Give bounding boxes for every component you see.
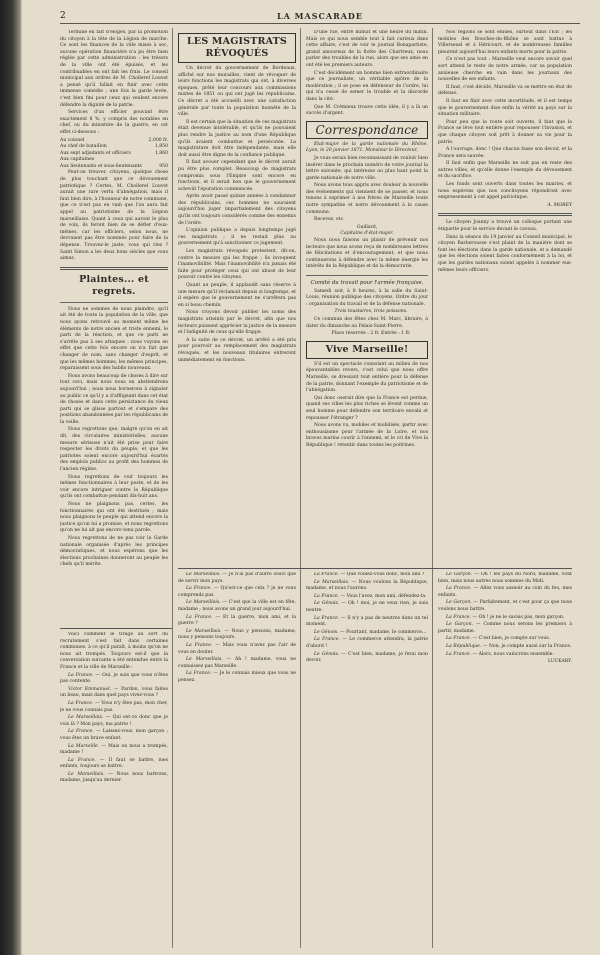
dialogue-intro: Voici comment le tirage au sort du recrutement s'est fait dans certaines communes, à ce qu'il paraît, à moins qu'on ne nous ait trompés. Toujours est-il que la conversation suivante a été entendue entre la France et la ville de Marseille : — [60, 632, 168, 670]
dialogue-text: Oui, je suis que vous n'êtes pas contente. — [60, 672, 168, 685]
article-paragraph: Nous croyons devoir publier les noms des magistrats atteints par le décret, afin que nos lecteurs puissent apprécier la justice de la mesure et l'indignité de ceux qu'elle frappe. — [178, 310, 296, 336]
article-paragraph: Que M. Crémieux trouve cette idée, il y a là un succès d'argent. — [306, 104, 428, 117]
budget-label: Aux lieutenants et sous-lieutenants — [60, 163, 142, 169]
section-title-vive-marseille: Vive Marseille! — [325, 343, 409, 355]
dialogue-line: Le Marseillais. — C'est que la ville est en fête, madame ; nous avons un grand jour aujourd'hui. — [178, 600, 296, 612]
article-paragraph: Il faut en finir avec cette incertitude, et il est temps que le gouvernement dise enfin la vérité au pays sur la situation militaire. — [438, 98, 572, 118]
budget-label: Au chef de bataillon — [60, 144, 107, 150]
article-paragraph: Pour peu que la route soit ouverte, il faut que la France se lève tout entière pour repousser l'invasion, et que chaque citoyen soit prêt à donner sa vie pour la patrie. — [438, 119, 572, 145]
dialogue-column-2 — [178, 572, 296, 950]
dialogue-text: Vous n'y êtes pas, mon cher, je ne vous connais pas. — [60, 700, 168, 713]
letter-paragraph: Je vous serais bien reconnaissant de vouloir bien insérer dans le prochain numéro de votre journal la lettre suivante, qui intéresse au plus haut point la garde nationale de notre ville. — [306, 155, 428, 181]
title-underline — [60, 302, 168, 303]
dialogue-text: Nous y pensons, madame, nous y pensons toujours. — [178, 628, 296, 641]
budget-row — [60, 144, 168, 151]
dialogue-line: Le Génois. — Oh ! moi, je ne veux rien, je suis neutre. — [306, 601, 428, 613]
letter-signature-title: Capitaine d'état-major. — [340, 231, 394, 237]
section-divider — [60, 267, 168, 270]
article-paragraph: Après avoir passé quinze années à condamner des républicains, ces hommes ne sauraient aujourd'hui juger impartialement des citoyens qu'ils ont toujours considérés comme des ennemis de l'ordre. — [178, 194, 296, 226]
article-paragraph: Quant au peuple, il applaudit sans réserve à une mesure qu'il réclamait depuis si longtemps, et il espère que le gouvernement ne s'arrêtera pas en si beau chemin. — [178, 283, 296, 308]
article-paragraph: Il est certain que la situation de ces magistrats était devenue intolérable, et qu'ils ne pouvaient plus rendre la justice au nom d'une République qu'ils avaient combattue et persécutée. La magistrature doit être indépendante, mais elle doit aussi être digne de la confiance publique. — [178, 119, 296, 158]
dialogue-text: Il faut se battre, mes enfants, toujours se battre. — [60, 757, 168, 770]
article-paragraph: D'une rue, entre minuit et une heure du matin. Mais ce qui nous semble tout à fait curieux dans cette affaire, c'est de voir le journal Bonapartiste, grand amoureux de la flotte des Chartreux, nous parler des troubles de la rue, alors que ses amis en ont été les premiers auteurs. — [306, 30, 428, 68]
speaker: La France. — [186, 586, 212, 592]
article-paragraph: Il faut enfin que Marseille ne soit pas en reste des autres villes, et qu'elle donne l'exemple du dévouement et du sacrifice. — [438, 161, 572, 180]
dialogue-text: Nous nous battrons, madame, jusqu'au dernier. — [60, 771, 168, 784]
article-paragraph: S'il est un spectacle consolant au milieu de nos épouvantables revers, c'est celui que nous offre Marseille, se dressant tout entière pour la défense de la patrie, donnant l'exemple du patriotisme et de l'abnégation. — [306, 361, 428, 394]
article-signature: LUCKARY. — [548, 659, 572, 665]
section-title-magistrats: LES MAGISTRATS RÉVOQUÉS — [187, 36, 287, 59]
book-binding-edge — [0, 0, 22, 955]
budget-label: Aux sept adjudants et officiers — [60, 150, 131, 156]
dialogue-column-1 — [60, 632, 168, 950]
section-divider — [306, 275, 428, 276]
letter-intro: Etat-major de la garde nationale du Rhône. Lyon, le 20 janvier 1871. Monsieur le Directeur, — [306, 141, 428, 154]
budget-table — [60, 138, 168, 171]
section-divider — [60, 628, 172, 629]
budget-row — [60, 157, 168, 164]
dialogue-text: Alors, nous vaincrons ensemble. — [478, 651, 554, 657]
page-number: 2 — [60, 10, 66, 21]
speaker: Le Garçon. — [446, 622, 473, 628]
article-paragraph: Nos régions se sont émues, surtout dans l'Est ; les mobiles des Bouches-du-Rhône se sont battus à Villersexel et à Héricourt, et de nombreuses familles pleurent aujourd'hui leurs enfants morts pour la patrie. — [438, 30, 572, 55]
dialogue-line: Le Garçon. — Comme nous serons les premiers à partir, madame. — [438, 622, 572, 634]
column-3 — [306, 30, 428, 565]
speaker: Le Marseillais. — [186, 600, 221, 606]
dialogue-line: La France. — Il faut se battre, mes enfants, toujours se battre. — [60, 757, 168, 770]
column-rule — [172, 28, 173, 948]
section-divider — [178, 568, 572, 569]
article-paragraph: Nous ne sommes de nous plaindre, qu'il ait été de toute la population de la ville, que nous ayons retrouvé au moment même les éléments de notre ancien et triste ennemi, le parti de la réaction, et que ce parti ne s'arrête pas à ses attaques : nous voyons en effet que cette fois encore on n'a fait que changer de nom, sans changer d'esprit, et que les mêmes hommes, les mêmes principes, reparaissent sous des habits nouveaux. — [60, 306, 168, 372]
dialogue-text: Le commerce attendra, la patrie d'abord ! — [306, 637, 428, 649]
article-paragraph: Samedi soir, à 8 heures, à la salle du Saint-Louis, réunion publique des citoyens. Ordre du jour : organisation du travail et de la défense nationale. — [306, 288, 428, 307]
article-paragraph: Nous regrettons que, malgré qu'on en ait dit, des circulaires ministérielles, aucune mesure sérieuse n'ait été prise pour faire respecter les droits du peuple, et que les patriotes soient encore aujourd'hui écartés des emplois publics au profit des hommes de l'ancien régime. — [60, 427, 168, 473]
article-paragraph: Ce commun des fêtes chez M. Marc, libraire, à dater du dimanche au Palais-Saint-Pierre. — [306, 316, 428, 329]
dialogue-line: La France. — Vous l'avez, mon ami, défendez-la. — [314, 593, 427, 599]
dialogue-line: La France. — Allez vous asseoir au coin du feu, mes enfants. — [438, 586, 572, 598]
dialogue-line: La France. — Laissez-vous, mon garçon ; vous êtes un brave enfant. — [60, 729, 168, 741]
speaker: La France. — [68, 757, 96, 763]
article-paragraph: Services d'un officier pouvant être exactement 8 %, y compris des notables en chef, ou du ministère de la guerre, en cet effet ci-dessous : — [60, 110, 168, 135]
dialogue-text: Allez vous asseoir au coin du feu, mes enfants. — [438, 586, 572, 598]
article-paragraph: Peut-on trouver, citoyens, quelque chose de plus touchant que ce dévouement patriotique ? Certes, M. Chollerel Louvet aurait une rare vertu d'abnégation, mais il faut bien dire, à l'honneur de notre commune, que ce n'est pas en vain que l'on aura fait appel au patriotisme de la Légion marseillaise. Quant à ceux qui auront le plus de voix, ils feront bien de se défier d'eux-mêmes, car les officiers, selon nous, ne devraient pas être nommés pour faire de la dépense. Trouvez-le juste, vous qui riez ? Saint Simon a les deux bons siècles que vous aimez. — [60, 170, 168, 262]
speaker: Le Marseillais. — [186, 628, 222, 634]
article-paragraph: Les magistrats révoqués protestent, dit-on, contre la mesure qui les frappe ; ils invoquent l'inamovibilité. Mais l'inamovibilité n'a jamais été faite pour protéger ceux qui ont abusé de leur pouvoir contre les citoyens. — [178, 249, 296, 281]
article-paragraph: Nous avons vu, mobiles et mobilisés, partir avec enthousiasme pour l'armée de la Loire, et nos braves marins courir à l'ennemi, et le cri de Vive la République ! retentir dans toutes les poitrines. — [306, 423, 428, 448]
section-divider — [438, 213, 572, 216]
speaker: La Marseille. — [68, 743, 100, 749]
article-paragraph: Ce n'est pas tout : Marseille veut encore savoir quel sort attend le reste de notre armée, car sa population anxieuse cherche en vain dans les journaux des nouvelles de ses enfants. — [438, 57, 572, 83]
speaker: La France. — [186, 671, 212, 677]
article-paragraph: Nous ne plaignons pas, certes, les fonctionnaires qui ont été destitués ; mais nous plaignons le peuple qui attend encore la justice qu'on lui a promise, et nous regrettons qu'on ne lui ait pas encore tenu parole. — [60, 502, 168, 534]
section-title-box — [306, 121, 428, 139]
dialogue-line: La France. — Je le connais mieux que vous ne pensez. — [178, 671, 296, 683]
speaker: Le Marseillais. — [186, 657, 223, 663]
article-paragraph: Les fonds sont ouverts dans toutes les mairies, et nous espérons que nos concitoyens répondront avec empressement à cet appel patriotique. — [438, 182, 572, 201]
dialogue-text: C'est bien, madame, je ferai mon devoir. — [306, 651, 428, 664]
column-4 — [438, 30, 572, 565]
article-paragraph: Qui donc oserait dire que la France est perdue, quand ses villes les plus riches se lèvent comme un seul homme pour défendre son territoire envahi et repousser l'étranger ? — [306, 395, 428, 421]
article-paragraph: Nous regrettons de ne pas voir la Garde nationale organisée d'après les principes démocratiques, et nous espérons que les élections prochaines donneront au peuple les chefs qu'il mérite. — [60, 535, 168, 568]
dialogue-text: Parfaitement, et c'est pour ça que nous voulons nous battre. — [438, 600, 572, 612]
speaker: Victor Emmanuel. — [68, 686, 112, 692]
dialogue-line: Le Garçon. — Oh ! les pays du Nord, madame, vont bien, mais nous autres nous sommes du Midi. — [438, 572, 572, 584]
budget-value: 1,850 — [154, 144, 168, 150]
dialogue-line: La France. — Alors, nous vaincrons ensemble. — [446, 651, 554, 657]
dialogue-text: C'est bien, je compte sur vous. — [478, 636, 551, 642]
budget-value: 950 — [159, 163, 168, 169]
dialogue-line: Le Marseillais. — Nous y pensons, madame, nous y pensons toujours. — [178, 628, 296, 641]
article-paragraph: A la suite de ce décret, un arrêté a été pris pour pourvoir au remplacement des magistrats révoqués, et les nouveaux titulaires entreront immédiatement en fonctions. — [178, 337, 296, 363]
speaker: La France. — [446, 651, 472, 657]
budget-label: Aux capitaines — [60, 157, 95, 163]
column-rule — [300, 28, 301, 948]
dialogue-text: Qui est-ce donc que je vois là ? Mon pays, ma patrie ! — [60, 715, 168, 727]
article-signature: A. MOREY — [547, 202, 572, 208]
speaker: La France. — [68, 700, 94, 706]
dialogue-line: Le Génois. — Pourtant, madame, le commerce... — [314, 629, 427, 635]
speaker: La France. — [446, 636, 472, 642]
budget-label: Au colonel — [60, 137, 85, 143]
price-line: Place réservée : 2 fr. Entrée : 1 fr. — [331, 331, 411, 337]
dialogue-text: Je le connais mieux que vous ne pensez. — [178, 671, 296, 683]
speaker: La France. — [314, 637, 340, 643]
dialogue-line: Le Marseillais. — Nous nous battrons, madame, jusqu'au dernier. — [60, 771, 168, 784]
speaker: Le Marseillais. — [68, 715, 104, 721]
dialogue-line: Le Marseillais. — Ah ! madame, vous ne connaissez pas Marseille. — [178, 657, 296, 669]
article-paragraph: C'est décidément un homme bien extraordinaire que ce journaliste, un véritable apôtre de la modération ; il se pose en défenseur de l'ordre, lui qui n'a cessé de semer le trouble et la discorde dans la cité. — [306, 70, 428, 102]
dialogue-text: Mais on nous a trompés, madame ! — [60, 743, 168, 756]
dialogue-text: Nous voulons la République, madame, et nous l'aurons. — [306, 579, 428, 592]
speaker: La France. — [314, 593, 340, 599]
article-paragraph: Un décret du gouvernement de Bordeaux, affiché sur nos murailles, vient de révoquer de leurs fonctions les magistrats qui ont, à diverses époques, prêté leur concours aux commissions mixtes de 1851 ou qui ont jugé les républicains. Ce décret a été accueilli avec une satisfaction générale par toute la population honnête de la ville. — [178, 66, 296, 118]
article-paragraph: Il faut, c'est décidé, Marseille va se mettre en état de défense. — [438, 84, 572, 97]
dialogue-line: La France. — Que voulez-vous donc, mon ami ? — [314, 572, 425, 577]
dialogue-line: La France. — Et la guerre, mon ami, et la guerre ? — [178, 614, 296, 627]
dialogue-line: Le Marseillais. — Nous voulons la République, madame, et nous l'aurons. — [306, 579, 428, 592]
dialogue-text: Non, je compte aussi sur la France. — [488, 643, 572, 649]
budget-value: 1,860 — [154, 150, 168, 156]
dialogue-text: Mais vous n'avez pas l'air de vous en douter. — [178, 642, 296, 655]
section-title-box — [178, 33, 296, 63]
speaker: Le Génois. — [314, 629, 339, 635]
budget-value: 2,000 fr. — [148, 137, 168, 143]
speaker: La France. — [314, 572, 340, 577]
page-header — [60, 8, 580, 24]
article-paragraph: A l'ouvrage, donc ! Que chacun fasse son devoir, et la France sera sauvée. — [438, 147, 572, 159]
speaker: La France. — [186, 642, 213, 648]
dialogue-text: Oh ! les pays du Nord, madame, vont bien, mais nous autres nous sommes du Midi. — [438, 572, 572, 584]
speaker: Le Marseillais. — [186, 572, 221, 577]
article-paragraph: Nous avons beaucoup de choses à dire sur tout ceci, mais nous nous en abstiendrons aujourd'hui ; nous nous bornerons à signaler au public ce qu'il y a d'affligeant dans cet état de choses et dans cette persistance du vieux parti qui se glisse partout et s'empare des positions abandonnées par les républicains de la veille. — [60, 373, 168, 425]
dialogue-text: C'est que la ville est en fête, madame ; nous avons un grand jour aujourd'hui. — [178, 600, 296, 612]
dialogue-line: La République. — Non, je compte aussi sur la France. — [446, 643, 572, 649]
letter-signature: Guillard, — [356, 224, 378, 230]
dialogue-text: Qu'est-ce que cela ? je ne vous comprends pas. — [178, 586, 296, 598]
dialogue-line: La France. — Oui, je suis que vous n'êtes pas contente. — [60, 672, 168, 685]
column-rule — [432, 28, 433, 948]
dialogue-line: La France. — C'est bien, je compte sur vous. — [446, 636, 551, 642]
dialogue-text: Pardon, vous faites un beau, mais dans quel pays vivez-vous ? — [60, 686, 168, 699]
section-title-correspondance: Correspondance — [315, 122, 419, 137]
article-paragraph: Nous nous faisons un plaisir de prévenir nos lecteurs que nous avons reçu de nombreuses lettres de félicitations et d'encouragement, et que nous continuerons à défendre avec la même énergie les intérêts de la République et de la démocratie. — [306, 238, 428, 270]
speaker: Le Génois. — [314, 601, 340, 607]
dialogue-text: Vous l'avez, mon ami, défendez-la. — [346, 593, 427, 599]
dialogue-line: Victor Emmanuel. — Pardon, vous faites un beau, mais dans quel pays vivez-vous ? — [60, 686, 168, 699]
article-paragraph: L'opinion publique a depuis longtemps jugé ces magistrats ; il ne restait plus au gouvernement qu'à sanctionner ce jugement. — [178, 228, 296, 247]
speaker: La France. — [186, 614, 213, 620]
speaker: Le Garçon. — [446, 572, 473, 577]
dialogue-column-3 — [306, 572, 428, 950]
speaker: Le Génois. — [314, 651, 340, 657]
column-2 — [178, 30, 296, 565]
section-title-comite: Comité du travail pour l'armée française. — [310, 280, 424, 286]
dialogue-text: Oh ! moi, je ne veux rien, je suis neutre. — [306, 601, 428, 613]
article-paragraph: Terminé en fait d'éloges, par la promotion du citoyen à la tête de la Légion de marche. Ce sont les finances de la ville mises à sec, aucune opération financière n'a pu être bien réglée par cette administration : les trésors de la ville ont été épuisés, et les contribuables en ont fait les frais. Le conseil municipal aux ordres de M. Chollerel Louvet a pensé qu'il fallait en finir avec cette immense comédie ; une fois la garde levée, c'est bien fini pour ceux qui veulent encore défendre la dignité de la patrie. — [60, 30, 168, 108]
letter-close: Recevez, etc. — [314, 217, 345, 223]
speaker: La France. — [446, 586, 472, 592]
article-paragraph: Trois toustaires, trois poissons. — [334, 309, 408, 315]
dialogue-line: La France. — Vous n'y êtes pas, mon cher, je ne vous connais pas. — [60, 700, 168, 713]
dialogue-text: Je n'ai pas d'autre souci que de servir mon pays. — [178, 572, 296, 584]
masthead-title: LA MASCARADE — [277, 10, 363, 21]
dialogue-line: La France. — Oh ! je ne le savais pas, mon garçon. — [446, 614, 565, 620]
dialogue-text: Ah ! madame, vous ne connaissez pas Marseille. — [178, 657, 296, 669]
dialogue-column-4 — [438, 572, 572, 950]
speaker: La République. — [446, 643, 482, 649]
speaker: La France. — [314, 615, 340, 621]
dialogue-line: Le Génois. — C'est bien, madame, je ferai mon devoir. — [306, 651, 428, 664]
dialogue-line: La Marseille. — Mais on nous a trompés, madame ! — [60, 743, 168, 756]
column-1 — [60, 30, 168, 625]
section-title-plaintes: Plaintes... et regrets. — [79, 273, 149, 297]
speaker: Le Marseillais. — [68, 771, 105, 777]
section-title-box — [306, 341, 428, 359]
speaker: Le Garçon. — [446, 600, 472, 606]
speaker: La France. — [68, 729, 94, 735]
dialogue-line: Le Garçon. — Parfaitement, et c'est pour ça que nous voulons nous battre. — [438, 600, 572, 612]
notice-paragraph: Dans la séance du 19 janvier au Conseil municipal, le citoyen Barberousse s'est plaint de la manière dont se font les élections dans la garde nationale, et a demandé que les élections soient faites conformément à la loi, et que les gardes nationaux soient appelés à nommer eux-mêmes leurs officiers. — [438, 234, 572, 273]
dialogue-text: Et la guerre, mon ami, et la guerre ? — [178, 614, 296, 627]
article-paragraph: Il faut avouer cependant que le décret aurait pu être plus complet. Beaucoup de magistrats compromis sous l'Empire sont encore en fonctions, et il serait bon que le gouvernement achevât l'épuration commencée. — [178, 160, 296, 192]
dialogue-line: Le Marseillais. — Je n'ai pas d'autre souci que de servir mon pays. — [178, 572, 296, 584]
article-paragraph: Nous regrettons de voir toujours les mêmes fonctionnaires à leur poste, et de les voir encore intriguer contre la République qu'ils ont combattue pendant dix-huit ans. — [60, 474, 168, 500]
dialogue-line: La France. — Mais vous n'avez pas l'air de vous en douter. — [178, 642, 296, 655]
speaker: Le Marseillais. — [314, 579, 350, 585]
dialogue-text: Pourtant, madame, le commerce... — [346, 629, 427, 635]
dialogue-text: Il n'y a pas de neutres dans un tel moment. — [306, 615, 428, 628]
letter-paragraph: Nous avons tous appris avec douleur la nouvelle des événements qui viennent de se passer, et nous tenons à exprimer à nos frères de Marseille toute notre sympathie et notre dévouement à la cause commune. — [306, 183, 428, 215]
dialogue-text: Oh ! je ne le savais pas, mon garçon. — [478, 614, 565, 620]
dialogue-text: Comme nous serons les premiers à partir, madame. — [438, 622, 572, 634]
dialogue-line: Le Marseillais. — Qui est-ce donc que je vois là ? Mon pays, ma patrie ! — [60, 715, 168, 727]
notice-paragraph: Le citoyen Joanny a trouvé un colloque portant une étiquette pour le service devant le caveau. — [438, 220, 572, 233]
dialogue-text: Laissez-vous, mon garçon ; vous êtes un brave enfant. — [60, 729, 168, 741]
speaker: La France. — [446, 614, 472, 620]
dialogue-line: La France. — Le commerce attendra, la patrie d'abord ! — [306, 637, 428, 649]
dialogue-text: Que voulez-vous donc, mon ami ? — [346, 572, 425, 577]
speaker: La France. — [68, 672, 94, 678]
dialogue-line: La France. — Il n'y a pas de neutres dans un tel moment. — [306, 615, 428, 628]
dialogue-line: La France. — Qu'est-ce que cela ? je ne vous comprends pas. — [178, 586, 296, 598]
